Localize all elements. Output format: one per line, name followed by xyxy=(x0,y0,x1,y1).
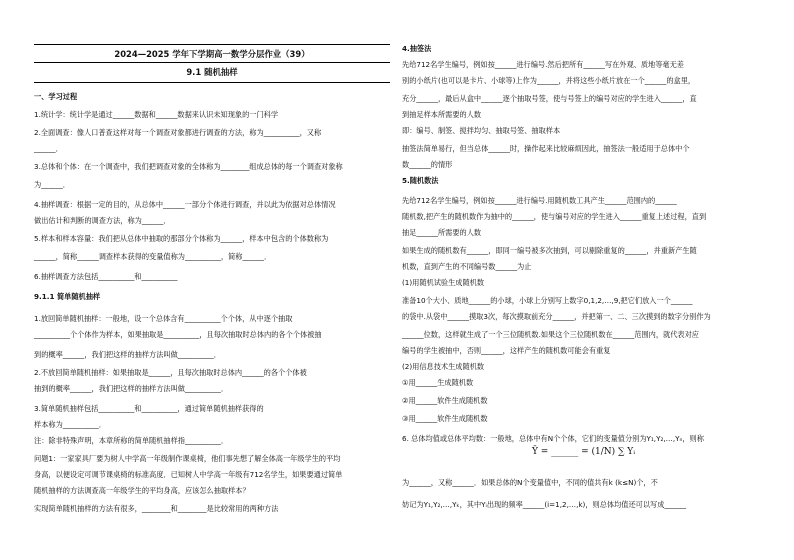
right-line-11: 随机数,把产生的随机数作为抽中的______，使与编号对应的学生进入______重复上述过程，直到 xyxy=(402,212,707,221)
right-line-10: 先给712名学生编号，例如按______进行编号.用随机数工具产生______范围内的______ xyxy=(402,196,677,205)
right-line-12: 抽足______所需要的人数 xyxy=(402,228,482,237)
left-line-8: 做出估计和判断的调查方法，称为______． xyxy=(34,216,171,225)
left-line-15: 到的概率______，我们把这样的抽样方法叫做__________． xyxy=(34,350,221,359)
right-line-22: ②用______软件生成随机数 xyxy=(402,396,488,405)
right-line-3: 别的小纸片(也可以是卡片、小球等)上作为______，并将这些小纸片放在一个______的盒里， xyxy=(402,76,696,85)
left-line-20: 注：除非特殊声明，本章所称的简单随机抽样指__________． xyxy=(34,436,229,445)
right-line-13: 如果生成的随机数有______，即同一编号被多次抽到，可以剔除重复的______，并重新产生随 xyxy=(402,246,697,255)
right-line-2: 先给712名学生编号，例如按______进行编号.然后把所有______写在外观、质地等毫无差 xyxy=(402,60,684,69)
left-line-22: 身高，以便设定可调节课桌椅的标准高度．已知树人中学高一年级有712名学生，如果要通过简单 xyxy=(34,470,343,479)
left-line-1: 一、学习过程 xyxy=(34,92,78,101)
title-rule-top xyxy=(34,44,390,45)
worksheet-title: 2024—2025 学年下学期高一数学分层作业（39） xyxy=(114,49,310,59)
left-line-7: 4.抽样调查：根据一定的目的，从总体中______一部分个体进行调查，并以此为依据对总体情况 xyxy=(34,200,336,209)
left-line-16: 2.不放回简单随机抽样：如果抽取是______，且每次抽取时总体内______的各个个体被 xyxy=(34,368,307,377)
right-line-9: 5.随机数法 xyxy=(402,176,439,185)
left-line-10: ______，简称______调查样本获得的变量值称为__________，简称______． xyxy=(34,252,272,261)
right-line-20: (2)用信息技术生成随机数 xyxy=(402,362,485,371)
right-line-8: 数______的情形 xyxy=(402,160,453,169)
right-line-21: ①用______生成随机数 xyxy=(402,378,474,387)
title-rule-middle xyxy=(34,62,390,63)
right-line-25: 为______，又称______．如果总体的N个变量值中，不同的值共有k (k≤N)个，不 xyxy=(402,478,658,487)
right-line-24: 6. 总体均值或总体平均数：一般地，总体中有N个个体，它们的变量值分别为Y₁,Y₂,…,Yₙ，则称 xyxy=(402,434,704,443)
left-line-19: 样本称为__________． xyxy=(34,420,106,429)
left-line-3: 2.全面调查：像人口普查这样对每一个调查对象都进行调查的方法，称为__________，又称 xyxy=(34,128,322,137)
right-line-17: 的袋中.从袋中______摸取3次，每次摸取前充分______，并把第一、二、三次摸到的数字分别作为 xyxy=(402,312,711,321)
right-line-7: 抽签法简单易行，但当总体______时，操作起来比较麻烦因此，抽签法一般适用于总体中个 xyxy=(402,144,690,153)
right-line-15: (1)用随机试验生成随机数 xyxy=(402,278,485,287)
left-line-13: 1.放回简单随机抽样：一般地，设一个总体含有__________个个体，从中逐个抽取 xyxy=(34,314,293,323)
right-line-23: ③用______软件生成随机数 xyxy=(402,414,488,423)
right-line-16: 准备10个大小、质地______的小球，小球上分别写上数字0,1,2,…,9,把它们放入一个______ xyxy=(402,296,693,305)
left-line-4: ______． xyxy=(34,144,63,153)
right-line-4: 充分______，最后从盒中______逐个抽取号签，使与号签上的编号对应的学生进入______，直 xyxy=(402,94,697,103)
left-line-23: 随机抽样的方法调查高一年级学生的平均身高，应该怎么抽取样本？ xyxy=(34,486,250,495)
left-line-24: 实现简单随机抽样的方法有很多，________和________是比较常用的两种方法 xyxy=(34,504,279,513)
right-line-14: 机数，直到产生的不同编号数______为止 xyxy=(402,262,532,271)
left-line-14: __________个个体作为样本，如果抽取是__________，且每次抽取时总体内的各个个体被抽 xyxy=(34,330,322,339)
left-line-2: 1.统计学：统计学是通过______数据和______数据来认识未知现象的一门科学 xyxy=(34,110,279,119)
right-line-18: ______位数，这样就生成了一个三位随机数.如果这个三位随机数在______范围内，就代表对应 xyxy=(402,330,699,339)
left-line-12: 9.1.1 简单随机抽样 xyxy=(34,292,101,301)
right-line-5: 到抽足样本所需要的人数 xyxy=(402,110,482,119)
right-line-6: 即：编号、制签、搅拌均匀、抽取号签、抽取样本 xyxy=(402,126,561,135)
left-line-18: 3.简单随机抽样包括__________和__________，通过简单随机抽样获得的 xyxy=(34,404,264,413)
population-mean-formula: Ȳ = ______ = (1/N) ∑ Yᵢ xyxy=(532,447,636,457)
left-line-11: 6.抽样调查方法包括__________和__________ xyxy=(34,272,178,281)
left-line-5: 3.总体和个体：在一个调查中，我们把调查对象的全体称为________组成总体的每一个调查对象称 xyxy=(34,162,343,171)
left-line-21: 问题1：一家家具厂要为树人中学高一年级制作课桌椅，他们事先想了解全体高一年级学生的平均 xyxy=(34,454,341,463)
right-line-19: 编号的学生被抽中，否则______，这样产生的随机数可能会有重复 xyxy=(402,346,611,355)
right-line-26: 妨记为Y₁,Y₂,…,Yₖ，其中Yᵢ出现的频率______(i=1,2,…,k)，则总体均值还可以写成______ xyxy=(402,500,686,509)
title-rule-bottom xyxy=(34,82,390,83)
section-title: 9.1 随机抽样 xyxy=(186,67,238,77)
left-line-17: 抽到的概率______，我们把这样的抽样方法叫做__________． xyxy=(34,384,229,393)
left-line-9: 5.样本和样本容量：我们把从总体中抽取的那部分个体称为______，样本中包含的个体数称为 xyxy=(34,234,329,243)
right-line-1: 4.抽签法 xyxy=(402,44,432,53)
left-line-6: 为______． xyxy=(34,180,70,189)
